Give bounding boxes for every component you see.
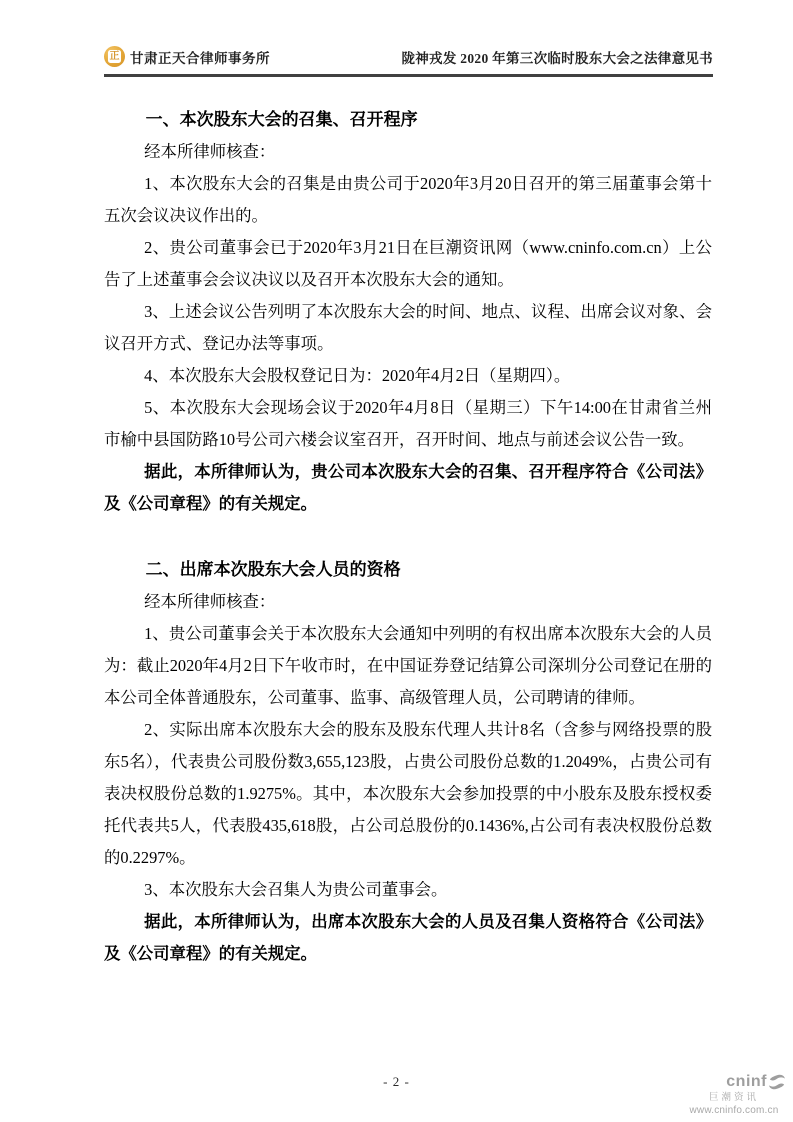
cninfo-url: www.cninfo.com.cn — [689, 1104, 779, 1116]
logo-character: 正 — [109, 50, 120, 62]
document-body — [104, 104, 712, 970]
law-firm-logo-icon — [104, 46, 125, 67]
page-header — [104, 46, 713, 77]
paragraph: 1、贵公司董事会关于本次股东大会通知中列明的有权出席本次股东大会的人员为：截止2020年4月2日下午收市时，在中国证券登记结算公司深圳分公司登记在册的本公司全体普通股东，公司董事、监事、高级管理人员，公司聘请的律师。 — [104, 624, 712, 707]
law-firm-brand — [104, 46, 270, 67]
paragraph: 2、实际出席本次股东大会的股东及股东代理人共计8名（含参与网络投票的股东5名），代表贵公司股份数3,655,123股，占贵公司股份总数的1.2049%，占贵公司有表决权股份总数的1.9275%。其中，本次股东大会参加投票的中小股东及股东授权委托代表共5人，代表股435,618股，占公司总股份的0.1436%,占公司有表决权股份总数的0.2297%。 — [104, 720, 712, 867]
paragraph: 5、本次股东大会现场会议于2020年4月8日（星期三）下午14:00在甘肃省兰州市榆中县国防路10号公司六楼会议室召开，召开时间、地点与前述会议公告一致。 — [104, 398, 712, 449]
section-2 — [104, 554, 712, 970]
cninfo-brand — [726, 1073, 786, 1091]
cninfo-brand-text: cninf — [726, 1073, 767, 1091]
paragraph: 3、本次股东大会召集人为贵公司董事会。 — [144, 880, 448, 899]
paragraph: 1、本次股东大会的召集是由贵公司于2020年3月20日召开的第三届董事会第十五次会议决议作出的。 — [104, 174, 712, 225]
page-number: - 2 - — [383, 1074, 410, 1089]
document-title: 陇神戎发 2020 年第三次临时股东大会之法律意见书 — [401, 51, 713, 66]
firm-name: 甘肃正天合律师事务所 — [130, 50, 270, 66]
conclusion-paragraph: 据此，本所律师认为，出席本次股东大会的人员及召集人资格符合《公司法》及《公司章程》的有关规定。 — [104, 912, 712, 963]
section-2-heading: 二、出席本次股东大会人员的资格 — [145, 560, 401, 579]
paragraph: 经本所律师核查： — [144, 142, 276, 161]
paragraph: 经本所律师核查： — [144, 592, 276, 611]
conclusion-paragraph: 据此，本所律师认为，贵公司本次股东大会的召集、召开程序符合《公司法》及《公司章程》的有关规定。 — [104, 462, 712, 513]
section-1 — [104, 104, 712, 520]
cninfo-watermark — [678, 1073, 790, 1116]
paragraph: 3、上述会议公告列明了本次股东大会的时间、地点、议程、出席会议对象、会议召开方式、登记办法等事项。 — [104, 302, 712, 353]
cninfo-pinwheel-icon — [768, 1073, 786, 1091]
section-1-heading: 一、本次股东大会的召集、召开程序 — [145, 110, 418, 129]
cninfo-cn-name: 巨潮资讯 — [708, 1091, 759, 1103]
paragraph: 2、贵公司董事会已于2020年3月21日在巨潮资讯网（www.cninfo.com.cn）上公告了上述董事会会议决议以及召开本次股东大会的通知。 — [104, 238, 712, 289]
paragraph: 4、本次股东大会股权登记日为：2020年4月2日（星期四）。 — [144, 366, 571, 385]
